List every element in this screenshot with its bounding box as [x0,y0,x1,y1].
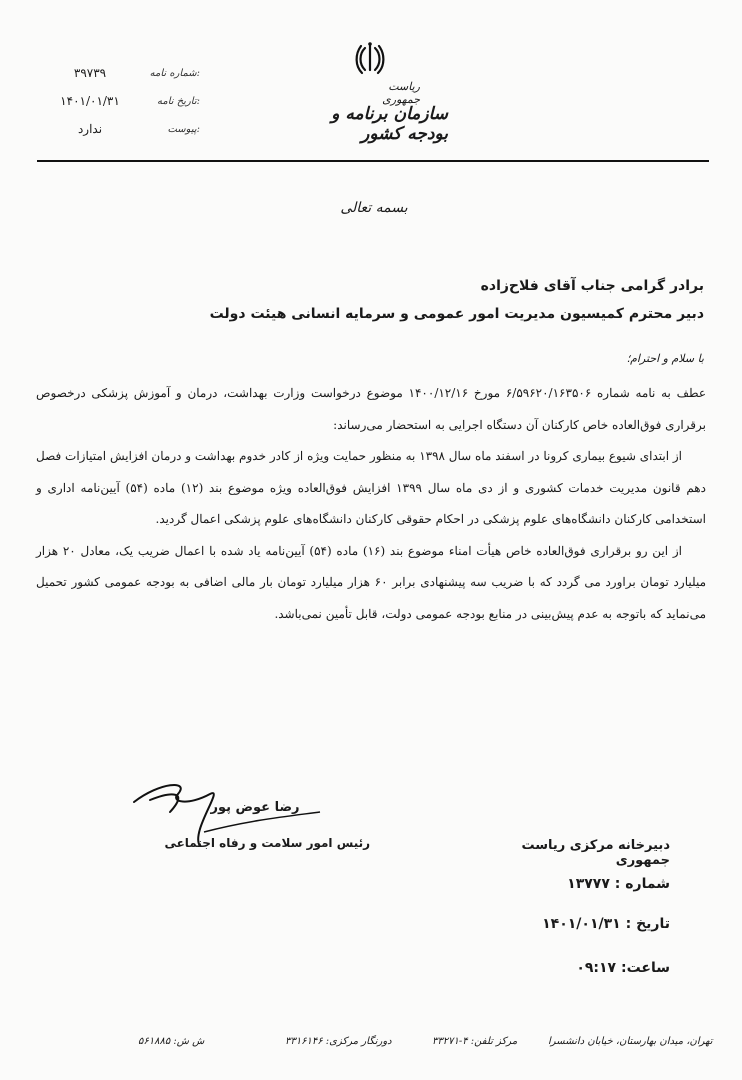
letter-body [36,378,706,630]
letter-number-label: شماره نامه: [149,68,200,79]
bismillah: بسمه تعالی [340,200,408,216]
iran-emblem-icon [354,40,386,76]
addressee-title: دبیر محترم کمیسیون مدیریت امور عمومی و سرمایه انسانی هیئت دولت [209,306,704,322]
letter-meta [40,66,200,150]
meta-number-row [40,66,200,94]
body-paragraph-3: از این رو برقراری فوق‌العاده خاص هیأت امناء موضوع بند (۱۶) ماده (۵۴) آیین‌نامه یاد شده با اعمال ضریب یک، معادل ۲۰ هزار میلیارد تومان براورد می گردد که با ضریب سه پیشنهادی برابر ۶۰ هزار میلیارد تومان بار مالی اضافی به بودجه عمومی کشور تحمیل می‌نماید که باتوجه به عدم پیش‌بینی در منابع بودجه عمومی دولت، قابل تأمین نمی‌باشد. [36,543,706,621]
letter-number: ۳۹۷۳۹ [73,66,107,80]
body-paragraph-1: عطف به نامه شماره ۶/۵۹۶۲۰/۱۶۳۵۰۶ مورخ ۱۴۰۰/۱۲/۱۶ موضوع درخواست وزارت بهداشت، درمان و آموزش پزشکی درخصوص برقراری فوق‌العاده خاص کارکنان آن دستگاه اجرایی به استحضار می‌رساند: [36,386,707,432]
addressee-name: برادر گرامی جناب آقای فلاح‌زاده [480,278,704,294]
meta-date-row [40,94,200,122]
organization-name: سازمان برنامه و بودجه کشور [331,104,448,144]
letter-attachment: ندارد [77,122,103,136]
body-paragraph-2: از ابتدای شیوع بیماری کرونا در اسفند ماه سال ۱۳۹۸ به منظور حمایت ویژه از کادر خدوم بهداشت و درمان افزایش امتیازات فصل دهم قانون مدیریت خدمات کشوری و از دی ماه سال ۱۳۹۹ افزایش فوق‌العاده ویژه موضوع بند (۱۲) ماده (۵۴) آیین‌نامه اداری و استخدامی کارکنان دانشگاه‌های علوم پزشکی در احکام حقوقی کارکنان دانشگاه‌های علوم پزشکی اعمال گردید. [36,449,706,526]
stamp-title: دبیرخانه مرکزی ریاست جمهوری [521,838,670,868]
footer-address: تهران، میدان بهارستان، خیابان دانشسرا [548,1036,713,1047]
stamp-time: ساعت: ۰۹:۱۷ [576,960,670,976]
signer-title: رئیس امور سلامت و رفاه اجتماعی [164,836,370,850]
letter-date: ۱۴۰۱/۰۱/۳۱ [60,94,120,108]
letter-attachment-label: پیوست: [167,124,200,135]
stamp-number: شماره : ۱۳۷۷۷ [567,876,670,892]
footer-phone: مرکز تلفن: ۴-۳۳۲۷۱ [432,1036,518,1047]
footer-fax: دورنگار مرکزی: ۳۳۱۶۱۴۶ [285,1036,392,1047]
greeting: با سلام و احترام؛ [626,352,704,365]
letter-date-label: تاریخ نامه: [157,96,200,107]
header-divider [37,160,709,162]
stamp-date: تاریخ : ۱۴۰۱/۰۱/۳۱ [542,916,670,932]
presidency-label: ریاست جمهوری [382,80,420,106]
signer-name: رضا عوض پور [210,800,300,815]
meta-attachment-row [40,122,200,150]
footer-postal-code: ش ش: ۵۶۱۸۸۵ [138,1036,205,1047]
